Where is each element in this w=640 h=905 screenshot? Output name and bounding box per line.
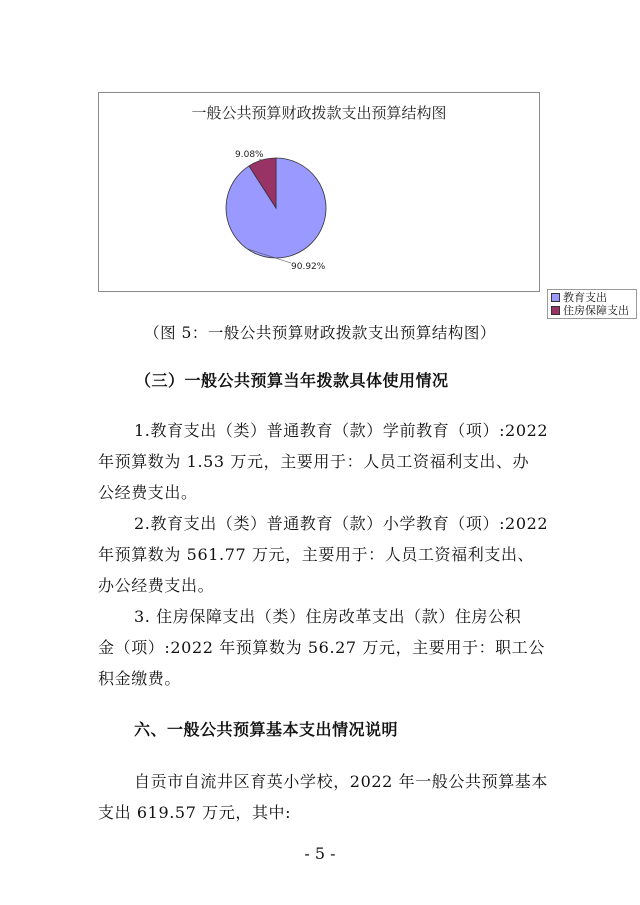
legend-item-housing [551,304,633,317]
pie-chart-svg [99,93,539,291]
legend-label-education: 教育支出 [563,291,607,304]
section-heading-3: （三）一般公共预算当年拨款具体使用情况 [135,371,449,390]
legend-item-education [551,291,633,304]
section6-para-line1: 自贡市自流井区育英小学校，2022 年一般公共预算基本 [134,772,549,791]
item3-line2: 金（项）:2022 年预算数为 56.27 万元，主要用于：职工公 [98,638,545,657]
item1-line2: 年预算数为 1.53 万元，主要用于：人员工资福利支出、办 [98,452,530,471]
data-label-education: 90.92% [291,262,326,272]
legend-swatch-housing [551,306,560,315]
data-label-housing: 9.08% [235,150,264,160]
chart-title: 一般公共预算财政拨款支出预算结构图 [191,104,447,122]
figure-caption: （图 5：一般公共预算财政拨款支出预算结构图） [144,324,496,342]
page-number: - 5 - [304,844,336,863]
item2-line3: 办公经费支出。 [98,576,215,595]
item1-line3: 公经费支出。 [98,483,198,502]
item2-line2: 年预算数为 561.77 万元，主要用于：人员工资福利支出、 [98,545,535,564]
legend-label-housing: 住房保障支出 [563,304,629,317]
section-heading-6: 六、一般公共预算基本支出情况说明 [134,720,399,739]
chart-legend [547,289,637,319]
item2-line1: 2.教育支出（类）普通教育（款）小学教育（项）:2022 [134,514,549,533]
item1-line1: 1.教育支出（类）普通教育（款）学前教育（项）:2022 [134,421,549,440]
pie-chart [98,92,629,317]
item3-line3: 积金缴费。 [98,669,182,688]
section6-para-line2: 支出 619.57 万元，其中: [98,803,292,822]
item3-line1: 3. 住房保障支出（类）住房改革支出（款）住房公积 [134,607,522,626]
legend-swatch-education [551,293,560,302]
